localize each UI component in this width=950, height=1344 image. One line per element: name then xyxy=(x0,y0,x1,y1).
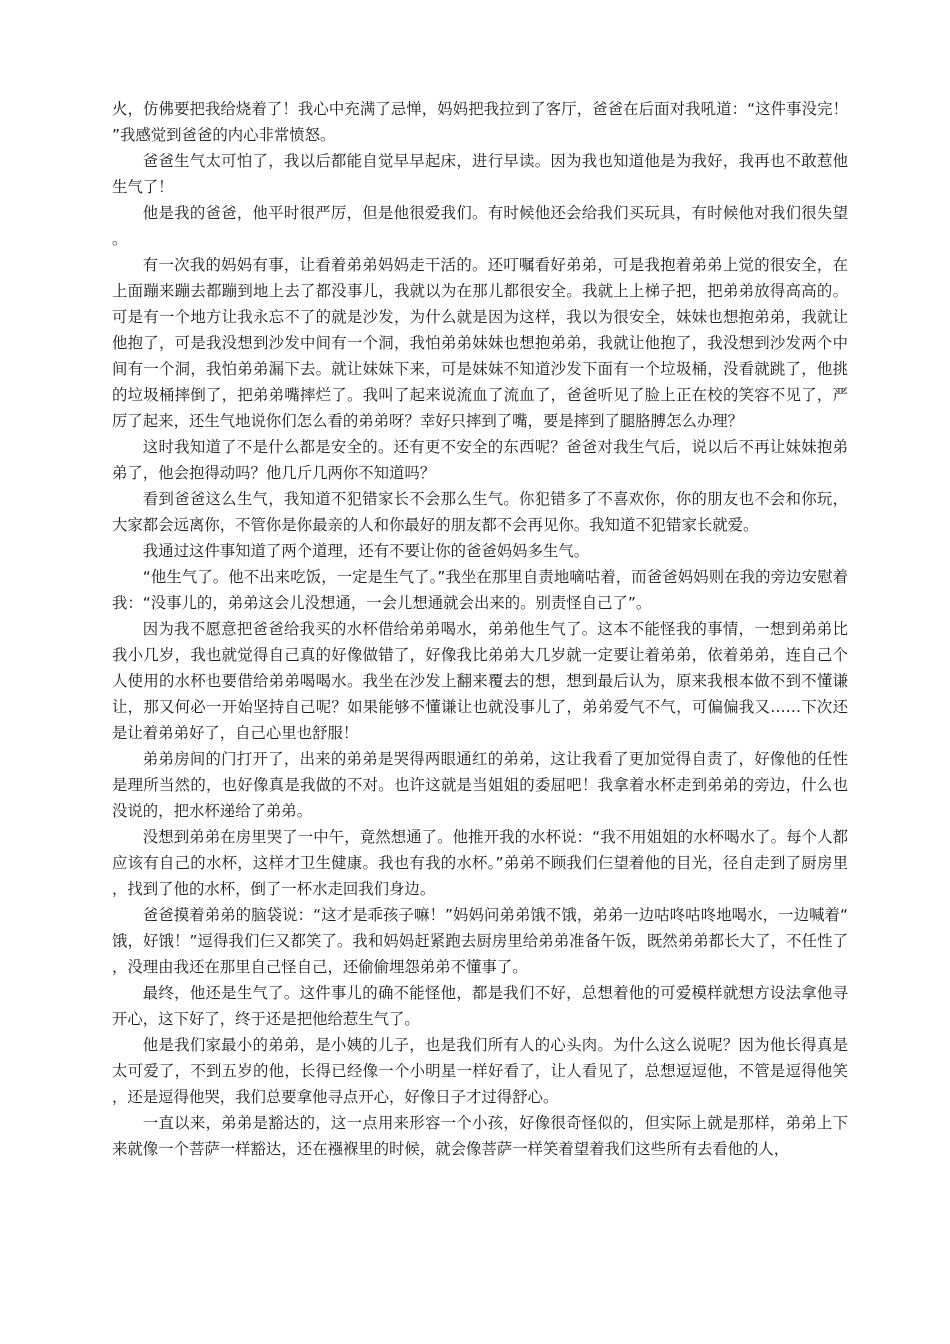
paragraph-13: 最终，他还是生气了。这件事儿的确不能怪他，都是我们不好，总想着他的可爱模样就想方设法拿他寻开心，这下好了，终于还是把他给惹生气了。 xyxy=(112,984,848,1028)
paragraph-9: 因为我不愿意把爸爸给我买的水杯借给弟弟喝水，弟弟他生气了。这本不能怪我的事情，一想到弟弟比我小几岁，我也就觉得自己真的好像做错了，好像我比弟弟大几岁就一定要让着弟弟，依着弟弟，连自己个人使用的水杯也要借给弟弟喝喝水。我坐在沙发上翻来覆去的想，想到最后认为，原来我根本做不到不懂谦让，那又何必一开始坚持自己呢？如果能够不懂谦让也就没事儿了，弟弟爱气不气，可偏偏我又……下次还是让着弟弟好了，自己心里也舒服！ xyxy=(112,620,848,742)
paragraph-5: 这时我知道了不是什么都是安全的。还有更不安全的东西呢？爸爸对我生气后，说以后不再让妹妹抱弟弟了，他会抱得动吗？他几斤几两你不知道吗？ xyxy=(112,438,848,482)
paragraph-14: 他是我们家最小的弟弟，是小姨的儿子，也是我们所有人的心头肉。为什么这么说呢？因为他长得真是太可爱了，不到五岁的他，长得已经像一个小明星一样好看了，让人看见了，总想逗逗他，不管是逗得他笑，还是逗得他哭，我们总要拿他寻点开心，好像日子才过得舒心。 xyxy=(112,1036,848,1106)
paragraph-10: 弟弟房间的门打开了，出来的弟弟是哭得两眼通红的弟弟，这让我看了更加觉得自责了，好像他的任性是理所当然的，也好像真是我做的不对。也许这就是当姐姐的委屈吧！我拿着水杯走到弟弟的旁边，什么也没说的，把水杯递给了弟弟。 xyxy=(112,750,848,820)
paragraph-7: 我通过这件事知道了两个道理，还有不要让你的爸爸妈妈多生气。 xyxy=(142,542,590,560)
paragraph-8: “他生气了。他不出来吃饭，一定是生气了。”我坐在那里自责地嘀咕着，而爸爸妈妈则在我的旁边安慰着我：“没事儿的，弟弟这会儿没想通，一会儿想通就会出来的。别责怪自己了”。 xyxy=(112,568,848,612)
paragraph-12: 爸爸摸着弟弟的脑袋说：“这才是乖孩子嘛！”妈妈问弟弟饿不饿，弟弟一边咕咚咕咚地喝水，一边喊着“饿，好饿！”逗得我们仨又都笑了。我和妈妈赶紧跑去厨房里给弟弟准备午饭，既然弟弟都长大了，不任性了，没理由我还在那里自己怪自己，还偷偷埋怨弟弟不懂事了。 xyxy=(112,906,848,976)
paragraph-6: 看到爸爸这么生气，我知道不犯错家长不会那么生气。你犯错多了不喜欢你，你的朋友也不会和你玩，大家都会远离你，不管你是你最亲的人和你最好的朋友都不会再见你。我知道不犯错家长就爱。 xyxy=(112,490,848,534)
paragraph-4: 有一次我的妈妈有事，让看着弟弟妈妈走干活的。还叮嘱看好弟弟，可是我抱着弟弟上觉的很安全，在上面蹦来蹦去都蹦到地上去了都没事儿，我就以为在那儿都很安全。我就上上梯子把，把弟弟放得高高的。可是有一个地方让我永忘不了的就是沙发，为什么就是因为这样，我以为很安全，妹妹也想抱弟弟，我就让他抱了，可是我没想到沙发中间有一个洞，我怕弟弟妹妹也想抱弟弟，我就让他抱了，我没想到沙发两个中间有一个洞，我怕弟弟漏下去。就让妹妹下来，可是妹妹不知道沙发下面有一个垃圾桶，没看就跳了，他挑的垃圾桶摔倒了，把弟弟嘴摔烂了。我叫了起来说流血了流血了，爸爸听见了脸上正在校的笑容不见了，严厉了起来，还生气地说你们怎么看的弟弟呀？幸好只摔到了嘴，要是摔到了腿胳膊怎么办理？ xyxy=(112,256,848,430)
paragraph-3: 他是我的爸爸，他平时很严厉，但是他很爱我们。有时候他还会给我们买玩具，有时候他对我们很失望。 xyxy=(112,204,848,248)
paragraph-15: 一直以来，弟弟是豁达的，这一点用来形容一个小孩，好像很奇怪似的，但实际上就是那样，弟弟上下来就像一个菩萨一样豁达，还在襁褓里的时候，就会像菩萨一样笑着望着我们这些所有去看他的人， xyxy=(112,1114,848,1158)
paragraph-11: 没想到弟弟在房里哭了一中午，竟然想通了。他推开我的水杯说：“我不用姐姐的水杯喝水了。每个人都应该有自己的水杯，这样才卫生健康。我也有我的水杯。”弟弟不顾我们仨望着他的目光，径自走到了厨房里，找到了他的水杯，倒了一杯水走回我们身边。 xyxy=(112,828,848,898)
document-page xyxy=(112,96,848,1162)
paragraph-2: 爸爸生气太可怕了，我以后都能自觉早早起床，进行早读。因为我也知道他是为我好，我再也不敢惹他生气了！ xyxy=(112,152,848,196)
paragraph-1: 火，仿佛要把我给烧着了！我心中充满了忌惮，妈妈把我拉到了客厅，爸爸在后面对我吼道：“这件事没完！”我感觉到爸爸的内心非常愤怒。 xyxy=(112,100,848,144)
